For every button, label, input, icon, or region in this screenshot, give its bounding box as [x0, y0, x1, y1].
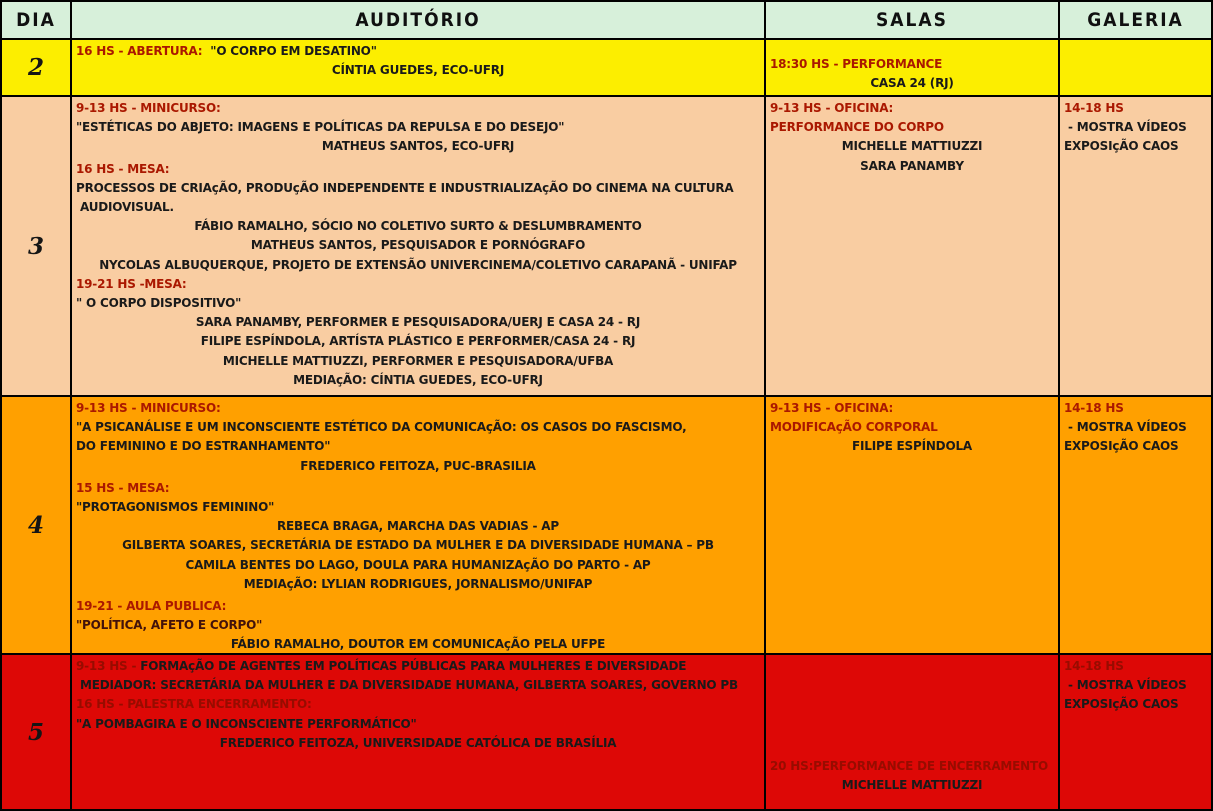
schedule-line: FÁBIO RAMALHO, DOUTOR EM COMUNICAçÃO PELA UFPE	[230, 637, 606, 652]
schedule-line: SARA PANAMBY, PERFORMER E PESQUISADORA/UERJ E CASA 24 - RJ	[195, 315, 641, 330]
salas-cell-day-5	[766, 655, 1060, 809]
auditorio-cell-day-4	[72, 397, 766, 653]
schedule-line: - MOSTRA VÍDEOS	[1064, 420, 1187, 435]
schedule-line: FREDERICO FEITOZA, PUC-BRASILIA	[300, 458, 536, 473]
schedule-line: EXPOSIçÃO CAOS	[1064, 139, 1179, 154]
schedule-line: 9-13 HS - MINICURSO:	[76, 101, 221, 115]
galeria-cell-day-4	[1060, 397, 1211, 653]
day-row-4	[2, 397, 1211, 655]
schedule-line: MEDIAçÃO: LYLIAN RODRIGUES, JORNALISMO/UNIFAP	[243, 576, 593, 591]
schedule-line: 9-13 HS - OFICINA:	[770, 401, 894, 415]
schedule-line: 14-18 HS	[1064, 659, 1124, 673]
schedule-line: PERFORMANCE DO CORPO	[770, 120, 944, 135]
schedule-line: MEDIAçÃO: CÍNTIA GUEDES, ECO-UFRJ	[293, 372, 543, 387]
day-number-cell	[2, 97, 72, 395]
schedule-line: 9-13 HS - FORMAçÃO DE AGENTES EM POLÍTICAS PÚBLICAS PARA MULHERES E DIVERSIDADE	[76, 659, 687, 673]
schedule-line: MICHELLE MATTIUZZI	[841, 777, 983, 792]
auditorio-cell-day-3	[72, 97, 766, 395]
day-number-cell	[2, 397, 72, 653]
auditorio-cell-day-2	[72, 40, 766, 95]
schedule-line: "A PSICANÁLISE E UM INCONSCIENTE ESTÉTICO DA COMUNICAçÃO: OS CASOS DO FASCISMO,	[76, 420, 687, 435]
schedule-line: 9-13 HS - MINICURSO:	[76, 401, 221, 415]
schedule-line: 14-18 HS	[1064, 101, 1124, 115]
schedule-line: "POLÍTICA, AFETO E CORPO"	[76, 618, 263, 633]
schedule-body	[2, 40, 1211, 809]
schedule-line: 16 HS - PALESTRA ENCERRAMENTO:	[76, 697, 312, 712]
auditorio-cell-day-5	[72, 655, 766, 809]
schedule-line: CAMILA BENTES DO LAGO, DOULA PARA HUMANIZAçÃO DO PARTO - AP	[185, 557, 651, 572]
day-number: 3	[27, 232, 44, 260]
header-cell-dia: DIA	[2, 2, 72, 38]
schedule-line: MICHELLE MATTIUZZI, PERFORMER E PESQUISADORA/UFBA	[222, 353, 614, 368]
galeria-cell-day-2	[1060, 40, 1211, 95]
schedule-line: EXPOSIçÃO CAOS	[1064, 697, 1179, 712]
schedule-line: - MOSTRA VÍDEOS	[1064, 120, 1187, 135]
schedule-line: MEDIADOR: SECRETÁRIA DA MULHER E DA DIVERSIDADE HUMANA, GILBERTA SOARES, GOVERNO PB	[76, 678, 738, 693]
schedule-line: AUDIOVISUAL.	[76, 200, 174, 215]
schedule-line: 16 HS - ABERTURA: "O CORPO EM DESATINO"	[76, 44, 377, 58]
schedule-line: FILIPE ESPÍNDOLA	[852, 439, 972, 454]
schedule-line: GILBERTA SOARES, SECRETÁRIA DE ESTADO DA MULHER E DA DIVERSIDADE HUMANA – PB	[122, 538, 714, 553]
schedule-line: PROCESSOS DE CRIAçÃO, PRODUçÃO INDEPENDENTE E INDUSTRIALIZAçÃO DO CINEMA NA CULTURA	[76, 180, 734, 195]
schedule-line: MICHELLE MATTIUZZI	[841, 139, 983, 154]
schedule-line: 18:30 HS - PERFORMANCE	[770, 56, 943, 71]
salas-cell-day-3	[766, 97, 1060, 395]
schedule-line: DO FEMININO E DO ESTRANHAMENTO"	[76, 439, 331, 454]
schedule-line: "ESTÉTICAS DO ABJETO: IMAGENS E POLÍTICAS DA REPULSA E DO DESEJO"	[76, 120, 565, 135]
schedule-line: 16 HS - MESA:	[76, 161, 170, 176]
galeria-cell-day-5	[1060, 655, 1211, 809]
schedule-line: REBECA BRAGA, MARCHA DAS VADIAS - AP	[276, 519, 559, 534]
schedule-line: EXPOSIçÃO CAOS	[1064, 439, 1179, 454]
header-cell-auditorio: AUDITÓRIO	[72, 2, 766, 38]
schedule-line: 20 HS:PERFORMANCE DE ENCERRAMENTO	[770, 758, 1049, 773]
schedule-line: MODIFICAçÃO CORPORAL	[770, 420, 938, 435]
day-row-5	[2, 655, 1211, 809]
salas-cell-day-2	[766, 40, 1060, 95]
schedule-line: - MOSTRA VÍDEOS	[1064, 678, 1187, 693]
schedule-line: 19-21 - AULA PUBLICA:	[76, 599, 227, 614]
schedule-line: "A POMBAGIRA E O INCONSCIENTE PERFORMÁTICO"	[76, 716, 417, 731]
day-number: 4	[27, 511, 44, 539]
schedule-line: NYCOLAS ALBUQUERQUE, PROJETO DE EXTENSÃO UNIVERCINEMA/COLETIVO CARAPANÃ - UNIFAP	[99, 257, 737, 272]
schedule-line: 9-13 HS - OFICINA:	[770, 101, 894, 115]
day-number: 5	[27, 718, 44, 746]
schedule-line: MATHEUS SANTOS, PESQUISADOR E PORNÓGRAFO	[250, 238, 586, 253]
galeria-cell-day-3	[1060, 97, 1211, 395]
day-number: 2	[27, 54, 44, 81]
schedule-line: 14-18 HS	[1064, 401, 1124, 415]
day-row-2	[2, 40, 1211, 97]
schedule-line: 19-21 HS -MESA:	[76, 276, 187, 291]
schedule-line: SARA PANAMBY	[860, 158, 964, 173]
schedule-line: FÁBIO RAMALHO, SÓCIO NO COLETIVO SURTO & DESLUMBRAMENTO	[194, 219, 642, 234]
day-number-cell	[2, 40, 72, 95]
header-cell-galeria: GALERIA	[1060, 2, 1211, 38]
schedule-line: CÍNTIA GUEDES, ECO-UFRJ	[331, 63, 505, 78]
schedule-line: CASA 24 (RJ)	[870, 75, 954, 90]
schedule-line: " O CORPO DISPOSITIVO"	[76, 296, 242, 311]
schedule-line: "PROTAGONISMOS FEMININO"	[76, 500, 275, 515]
schedule-line: 15 HS - MESA:	[76, 480, 170, 495]
day-row-3	[2, 97, 1211, 397]
day-number-cell	[2, 655, 72, 809]
salas-cell-day-4	[766, 397, 1060, 653]
header-cell-salas: SALAS	[766, 2, 1060, 38]
schedule-line: FREDERICO FEITOZA, UNIVERSIDADE CATÓLICA DE BRASÍLIA	[219, 735, 617, 750]
header-row	[2, 2, 1211, 40]
schedule-line: MATHEUS SANTOS, ECO-UFRJ	[321, 139, 515, 154]
schedule-line: FILIPE ESPÍNDOLA, ARTÍSTA PLÁSTICO E PERFORMER/CASA 24 - RJ	[200, 334, 636, 349]
